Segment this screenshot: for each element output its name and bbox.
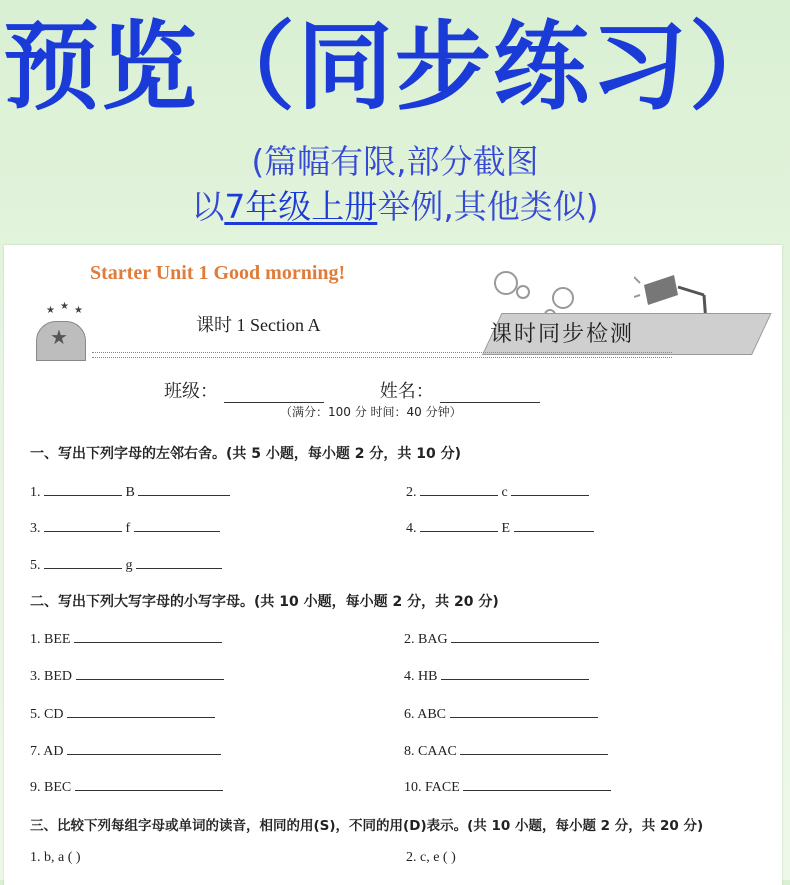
answer-blank[interactable] [450, 703, 598, 718]
star-icon: ★ [50, 327, 68, 349]
answer-blank[interactable] [75, 776, 223, 791]
section-heading-3: 三、比较下列每组字母或单词的读音，相同的用(S)，不同的用(D)表示。(共 10 小题，每小题 2 分，共 20 分) [30, 818, 704, 834]
question-item: 2. BAG [404, 628, 599, 648]
banner-sub2-suffix: 举例,其他类似) [377, 187, 599, 226]
name-field[interactable] [440, 384, 540, 403]
unit-title: Starter Unit 1 Good morning! [90, 262, 346, 284]
bubble-icon [494, 271, 518, 295]
banner-subtitle-1: (篇幅有限,部分截图 [251, 142, 539, 181]
class-label: 班级： [164, 381, 218, 402]
lesson-title: 课时 1 Section A [196, 315, 321, 335]
class-field[interactable] [224, 384, 324, 403]
question-item: 4. E [406, 517, 594, 537]
answer-blank[interactable] [44, 517, 122, 532]
question-item: 5. CD [30, 703, 215, 723]
answer-blank[interactable] [463, 776, 611, 791]
question-item: 10. FACE [404, 776, 611, 796]
bubble-icon [516, 285, 530, 299]
star-icon: ★ [46, 305, 55, 316]
answer-blank[interactable] [136, 554, 222, 569]
question-item: 4. HB [404, 665, 589, 685]
section-heading-1: 一、写出下列字母的左邻右舍。(共 5 小题，每小题 2 分，共 10 分) [30, 446, 462, 462]
answer-blank[interactable] [76, 665, 224, 680]
question-item: 1. B [30, 481, 230, 501]
answer-blank[interactable] [420, 481, 498, 496]
question-item: 1. BEE [30, 628, 222, 648]
answer-blank[interactable] [138, 481, 230, 496]
question-item: 3. BED [30, 665, 224, 685]
answer-blank[interactable] [44, 481, 122, 496]
worksheet-page [4, 245, 782, 885]
bubble-icon [552, 287, 574, 309]
question-item: 9. BEC [30, 776, 223, 796]
name-label: 姓名： [379, 381, 434, 402]
banner-sub2-prefix: 以 [191, 187, 225, 226]
question-item: 7. AD [30, 740, 221, 760]
answer-blank[interactable] [511, 481, 589, 496]
question-item: 2. c [406, 481, 589, 501]
question-item: 3. f [30, 517, 220, 537]
star-icon: ★ [74, 305, 83, 316]
answer-blank[interactable] [67, 703, 215, 718]
answer-blank[interactable] [441, 665, 589, 680]
banner-sub2-highlight: 7年级上册 [224, 187, 378, 226]
question-item: 6. ABC [404, 703, 598, 723]
header-divider [92, 352, 672, 358]
answer-blank[interactable] [67, 740, 221, 755]
question-item: 8. CAAC [404, 740, 608, 760]
question-item: 1. b, a ( ) [30, 850, 81, 865]
answer-blank[interactable] [514, 517, 594, 532]
badge-label: 课时同步检测 [490, 322, 635, 347]
class-name-row [164, 377, 550, 403]
answer-blank[interactable] [420, 517, 498, 532]
answer-blank[interactable] [451, 628, 599, 643]
answer-blank[interactable] [74, 628, 222, 643]
answer-blank[interactable] [44, 554, 122, 569]
section-heading-2: 二、写出下列大写字母的小写字母。(共 10 小题，每小题 2 分，共 20 分) [30, 594, 499, 610]
banner-title: 预览（同步练习） [3, 11, 787, 123]
score-info: （满分：100 分 时间：40 分钟） [280, 405, 462, 419]
question-item: 5. g [30, 554, 222, 574]
question-item: 2. c, e ( ) [406, 850, 456, 865]
star-icon: ★ [60, 301, 69, 312]
banner-subtitle-2 [0, 185, 790, 229]
answer-blank[interactable] [134, 517, 220, 532]
answer-blank[interactable] [460, 740, 608, 755]
